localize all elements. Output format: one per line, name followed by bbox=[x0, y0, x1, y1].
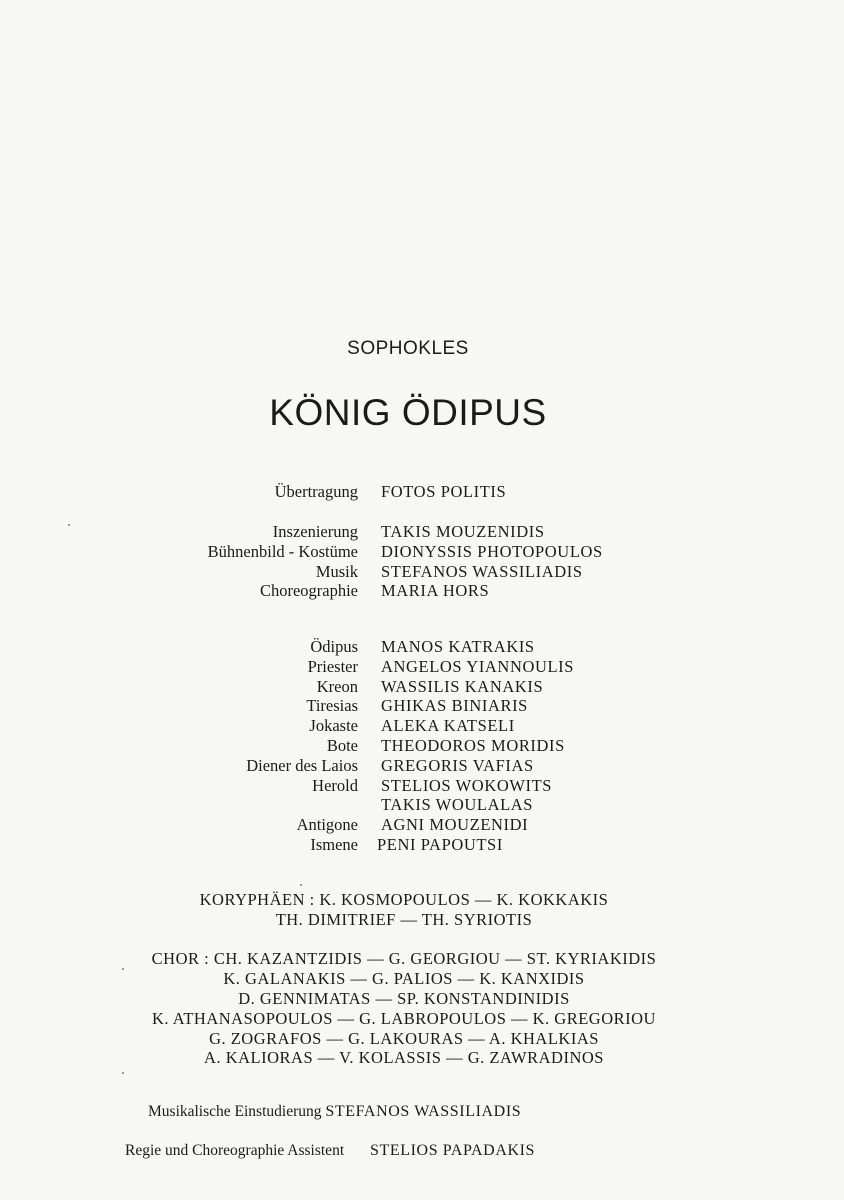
cast-actor: ALEKA KATSELI bbox=[381, 716, 515, 736]
credit-role: Bühnenbild - Kostüme bbox=[207, 541, 358, 561]
author-name: SOPHOKLES bbox=[347, 338, 469, 359]
cast-row bbox=[0, 736, 844, 756]
scan-speck bbox=[300, 884, 302, 886]
credit-name: STEFANOS WASSILIADIS bbox=[381, 561, 583, 581]
play-title: KÖNIG ÖDIPUS bbox=[269, 392, 547, 433]
cast-row bbox=[0, 677, 844, 697]
cast-role: Diener des Laios bbox=[246, 755, 358, 775]
cast-role: Tiresias bbox=[306, 696, 358, 716]
credit-name: DIONYSSIS PHOTOPOULOS bbox=[381, 541, 603, 561]
assistant-credit bbox=[125, 1141, 535, 1160]
cast-role: Ödipus bbox=[310, 637, 358, 656]
credit-row bbox=[0, 522, 844, 542]
cast-actor: WASSILIS KANAKIS bbox=[381, 676, 544, 696]
chor-line: G. ZOGRAFOS — G. LAKOURAS — A. KHALKIAS bbox=[209, 1029, 599, 1048]
cast-actor: AGNI MOUZENIDI bbox=[381, 815, 529, 835]
assistant-name: STELIOS PAPADAKIS bbox=[370, 1142, 536, 1159]
scan-speck bbox=[68, 524, 70, 526]
cast-actor: GREGORIS VAFIAS bbox=[381, 755, 534, 775]
cast-row bbox=[0, 756, 844, 776]
chor-line: A. KALIORAS — V. KOLASSIS — G. ZAWRADINOS bbox=[204, 1048, 604, 1067]
credit-name: TAKIS MOUZENIDIS bbox=[381, 522, 545, 541]
cast-actor: THEODOROS MORIDIS bbox=[381, 735, 565, 755]
chor-line: CHOR : CH. KAZANTZIDIS — G. GEORGIOU — ST. KYRIAKIDIS bbox=[151, 949, 657, 968]
credit-row bbox=[0, 482, 844, 502]
cast-role: Kreon bbox=[316, 676, 358, 696]
credit-name: FOTOS POLITIS bbox=[381, 482, 507, 501]
cast-actor: TAKIS WOULALAS bbox=[381, 795, 534, 815]
scan-speck bbox=[122, 1072, 124, 1074]
scan-speck bbox=[122, 968, 124, 970]
cast-list bbox=[0, 637, 844, 855]
credit-role: Musik bbox=[315, 561, 358, 581]
cast-actor: MANOS KATRAKIS bbox=[381, 637, 535, 656]
music-study-name: STEFANOS WASSILIADIS bbox=[325, 1103, 522, 1120]
cast-role: Herold bbox=[312, 775, 358, 795]
cast-actor: STELIOS WOKOWITS bbox=[381, 775, 553, 795]
koryphaen-line: TH. DIMITRIEF — TH. SYRIOTIS bbox=[275, 910, 533, 929]
cast-actor: GHIKAS BINIARIS bbox=[381, 696, 528, 716]
credit-role: Choreographie bbox=[259, 581, 358, 601]
cast-row bbox=[0, 637, 844, 657]
chor-line: K. GALANAKIS — G. PALIOS — K. KANXIDIS bbox=[223, 969, 585, 988]
cast-row bbox=[0, 657, 844, 677]
cast-role: Ismene bbox=[310, 834, 358, 854]
cast-row bbox=[0, 835, 844, 855]
cast-role: Antigone bbox=[296, 815, 358, 835]
chor-line: D. GENNIMATAS — SP. KONSTANDINIDIS bbox=[238, 989, 570, 1008]
cast-role: Bote bbox=[326, 735, 358, 755]
chor-line: K. ATHANASOPOULOS — G. LABROPOULOS — K. GREGORIOU bbox=[152, 1009, 656, 1028]
credit-role: Inszenierung bbox=[272, 522, 358, 541]
credit-role: Übertragung bbox=[274, 482, 358, 501]
translation-credits bbox=[0, 482, 844, 502]
credit-row bbox=[0, 542, 844, 562]
koryphaen-line: KORYPHÄEN : K. KOSMOPOULOS — K. KOKKAKIS bbox=[199, 890, 609, 909]
cast-row bbox=[0, 716, 844, 736]
credit-name: MARIA HORS bbox=[381, 581, 490, 601]
cast-role: Priester bbox=[307, 656, 358, 676]
cast-actor: PENI PAPOUTSI bbox=[377, 834, 503, 854]
credit-row bbox=[0, 562, 844, 582]
cast-row bbox=[0, 776, 844, 796]
cast-row bbox=[0, 696, 844, 716]
credit-row bbox=[0, 581, 844, 601]
music-study-label: Musikalische Einstudierung bbox=[148, 1103, 322, 1120]
assistant-label: Regie und Choreographie Assistent bbox=[125, 1142, 345, 1159]
cast-actor: ANGELOS YIANNOULIS bbox=[381, 656, 575, 676]
music-study-credit bbox=[148, 1102, 521, 1121]
cast-row bbox=[0, 795, 844, 815]
cast-role: Jokaste bbox=[309, 716, 358, 736]
production-credits bbox=[0, 522, 844, 601]
cast-row bbox=[0, 815, 844, 835]
